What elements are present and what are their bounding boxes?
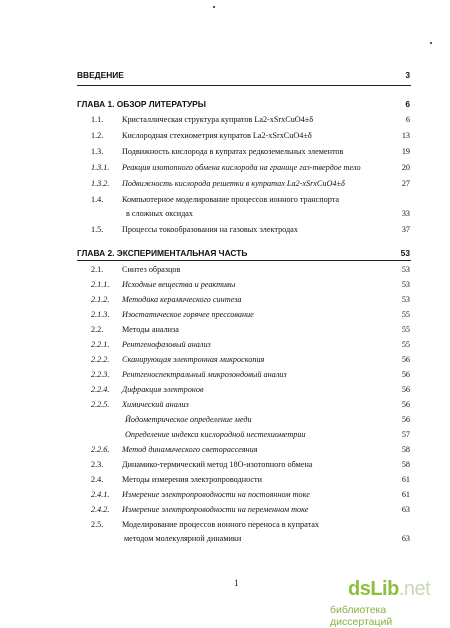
- watermark: [330, 578, 450, 628]
- toc-entry[interactable]: [0, 145, 450, 159]
- scan-mark: [213, 6, 215, 8]
- toc-entry[interactable]: [0, 338, 450, 352]
- toc-entry-page: 63: [401, 505, 410, 514]
- toc-entry-page: 61: [401, 490, 410, 499]
- toc-entry-page: 56: [401, 355, 410, 364]
- toc-entry-number: 2.4.1.: [91, 490, 110, 499]
- toc-entry-page: 58: [401, 460, 410, 469]
- toc-entry-title: Методы анализа: [122, 325, 179, 334]
- toc-entry[interactable]: [0, 443, 450, 457]
- toc-entry-title: Изостатическое горячее прессование: [122, 310, 254, 319]
- toc-entry-title: Рентгеноспектральный микрозондовый анализ: [122, 370, 287, 379]
- watermark-subtitle: библиотека диссертаций: [330, 604, 393, 628]
- toc-entry-number: 1.3.: [91, 147, 104, 156]
- toc-entry[interactable]: [0, 193, 450, 207]
- toc-entry-title: Йодометрическое определение меди: [125, 415, 252, 424]
- toc-chapter2-page: 53: [400, 248, 410, 258]
- toc-chapter1-row[interactable]: [0, 97, 450, 111]
- toc-entry[interactable]: [0, 129, 450, 143]
- toc-entry[interactable]: [0, 488, 450, 502]
- toc-entry-title: методом молекулярной динамики: [124, 534, 242, 543]
- toc-chapter1-page: 6: [405, 99, 410, 109]
- toc-entry-number: 2.2.3.: [91, 370, 110, 379]
- toc-entry[interactable]: [0, 278, 450, 292]
- toc-entry-title: Методика керамического синтеза: [122, 295, 242, 304]
- toc-entry-title: Реакция изотопного обмена кислорода на границе газ-твердое тело: [122, 163, 361, 172]
- toc-entry-title: Моделирование процессов ионного переноса в купратах: [122, 520, 319, 529]
- toc-entry-page: 56: [401, 385, 410, 394]
- toc-entry[interactable]: [0, 263, 450, 277]
- toc-entry-page: 58: [401, 445, 410, 454]
- toc-entry-title: в сложных оксидах: [126, 209, 193, 218]
- toc-entry-page: 57: [401, 430, 410, 439]
- toc-entry-page: 63: [401, 534, 410, 543]
- toc-entry[interactable]: [0, 383, 450, 397]
- toc-entry-title: Подвижность кислорода решетки в купратах La2-xSrxCuO4±δ: [122, 179, 345, 188]
- toc-entry[interactable]: [0, 473, 450, 487]
- toc-entry[interactable]: [0, 398, 450, 412]
- toc-entry-title: Кислородная стехиометрия купратов La2-xSrxCuO4±δ: [122, 131, 312, 140]
- toc-entry-page: 56: [401, 400, 410, 409]
- toc-entry[interactable]: [0, 518, 450, 532]
- toc-entry-title: Химический анализ: [122, 400, 189, 409]
- toc-entry-title: Рентгенофазовый анализ: [122, 340, 211, 349]
- toc-entry-number: 2.3.: [91, 460, 104, 469]
- toc-entry[interactable]: [0, 177, 450, 191]
- scan-mark: [430, 42, 432, 44]
- toc-entry[interactable]: [0, 113, 450, 127]
- toc-entry-page: 33: [401, 209, 410, 218]
- toc-entry-page: 27: [401, 179, 410, 188]
- toc-entry-page: 53: [401, 265, 410, 274]
- toc-entry[interactable]: [0, 413, 450, 427]
- toc-entry-page: 53: [401, 280, 410, 289]
- toc-entry-page: 61: [401, 475, 410, 484]
- toc-chapter2-title: ГЛАВА 2. ЭКСПЕРИМЕНТАЛЬНАЯ ЧАСТЬ: [77, 248, 248, 258]
- toc-chapter1-title: ГЛАВА 1. ОБЗОР ЛИТЕРАТУРЫ: [77, 99, 206, 109]
- toc-entry-number: 1.1.: [91, 115, 104, 124]
- toc-entry-page: 56: [401, 370, 410, 379]
- toc-entry-number: 2.1.: [91, 265, 104, 274]
- toc-entry-title: Подвижность кислорода в купратах редкоземельных элементов: [122, 147, 344, 156]
- toc-entry-number: 2.2.6.: [91, 445, 110, 454]
- toc-entry-continued[interactable]: [0, 532, 450, 546]
- toc-entry[interactable]: [0, 503, 450, 517]
- toc-entry[interactable]: [0, 458, 450, 472]
- toc-entry-number: 2.1.3.: [91, 310, 110, 319]
- divider: [77, 260, 411, 261]
- toc-entry-number: 1.4.: [91, 195, 104, 204]
- toc-entry-title: Определение индекса кислородной нестехиометрии: [125, 430, 306, 439]
- toc-chapter2-row[interactable]: [0, 246, 450, 260]
- toc-entry-number: 2.5.: [91, 520, 104, 529]
- toc-entry[interactable]: [0, 368, 450, 382]
- toc-entry-page: 6: [405, 115, 410, 124]
- watermark-logo-main: dsLib: [348, 578, 399, 600]
- toc-entry[interactable]: [0, 428, 450, 442]
- toc-entry[interactable]: [0, 323, 450, 337]
- toc-entry[interactable]: [0, 223, 450, 237]
- toc-intro-title: ВВЕДЕНИЕ: [77, 70, 124, 80]
- toc-entry-number: 2.4.: [91, 475, 104, 484]
- toc-entry-number: 1.5.: [91, 225, 104, 234]
- watermark-logo-tld: .net: [398, 578, 431, 600]
- toc-entry-page: 19: [401, 147, 410, 156]
- toc-entry-page: 55: [401, 325, 410, 334]
- toc-entry-title: Компьютерное моделирование процессов ионного транспорта: [122, 195, 340, 204]
- page-number: 1: [234, 578, 239, 588]
- toc-entry-title: Дифракция электронов: [122, 385, 204, 394]
- toc-entry-page: 13: [401, 131, 410, 140]
- toc-entry-title: Синтез образцов: [122, 265, 181, 274]
- toc-entry-title: Измерение электропроводности на переменном токе: [122, 505, 309, 514]
- toc-entry-page: 53: [401, 295, 410, 304]
- toc-entry-number: 2.4.2.: [91, 505, 110, 514]
- toc-entry-number: 2.1.2.: [91, 295, 110, 304]
- toc-entry[interactable]: [0, 293, 450, 307]
- toc-entry-number: 1.3.2.: [91, 179, 110, 188]
- toc-entry-title: Сканирующая электронная микроскопия: [122, 355, 265, 364]
- watermark-logo: [348, 578, 430, 601]
- toc-entry-number: 1.2.: [91, 131, 104, 140]
- toc-entry-page: 20: [401, 163, 410, 172]
- toc-entry-page: 55: [401, 310, 410, 319]
- toc-entry-title: Процессы токообразования на газовых электродах: [122, 225, 298, 234]
- toc-entry-title: Исходные вещества и реактивы: [122, 280, 236, 289]
- toc-entry-title: Измерение электропроводности на постоянном токе: [122, 490, 310, 499]
- toc-entry-page: 37: [401, 225, 410, 234]
- toc-entry-number: 2.2.4.: [91, 385, 110, 394]
- toc-entry-number: 2.2.5.: [91, 400, 110, 409]
- toc-entry[interactable]: [0, 353, 450, 367]
- toc-entry[interactable]: [0, 161, 450, 175]
- toc-entry-number: 2.1.1.: [91, 280, 110, 289]
- toc-intro-row[interactable]: [0, 68, 450, 82]
- toc-entry-page: 55: [401, 340, 410, 349]
- toc-entry-continued[interactable]: [0, 207, 450, 221]
- toc-intro-page: 3: [405, 70, 410, 80]
- toc-entry-number: 2.2.1.: [91, 340, 110, 349]
- divider: [77, 85, 411, 86]
- toc-entry-title: Динамико-термический метод 18О-изотопного обмена: [122, 460, 313, 469]
- toc-entry-number: 1.3.1.: [91, 163, 110, 172]
- toc-entry-page: 56: [401, 415, 410, 424]
- toc-entry[interactable]: [0, 308, 450, 322]
- toc-entry-number: 2.2.: [91, 325, 104, 334]
- toc-entry-number: 2.2.2.: [91, 355, 110, 364]
- toc-entry-title: Кристаллическая структура купратов La2-xSrxCuO4±δ: [122, 115, 314, 124]
- toc-entry-title: Методы измерения электропроводности: [122, 475, 262, 484]
- toc-entry-title: Метод динамического светорассеяния: [122, 445, 258, 454]
